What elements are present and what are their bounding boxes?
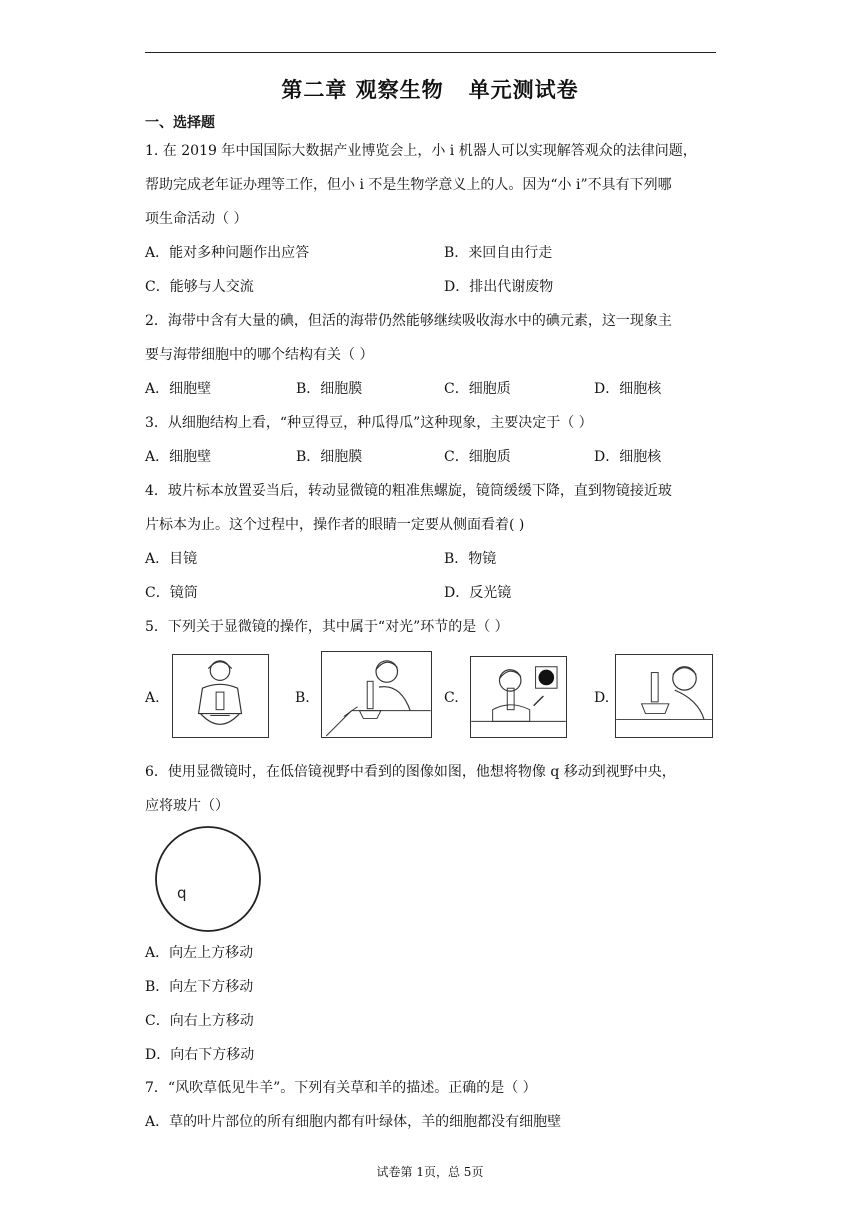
question-7-line-1: 7．“风吹草低见牛羊”。下列有关草和羊的描述。正确的是（ ）	[145, 1080, 537, 1096]
question-1-line-1: 1. 在 2019 年中国国际大数据产业博览会上，小 i 机器人可以实现解答观众的法律问题，	[145, 143, 697, 159]
question-3-option-a: A．细胞壁	[145, 449, 212, 465]
question-6-option-b: B．向左下方移动	[145, 979, 254, 995]
question-4-option-c: C．镜筒	[145, 585, 198, 601]
question-5-option-b-label: B.	[295, 690, 310, 706]
microscope-field-of-view	[153, 826, 265, 932]
question-5-option-a-label: A.	[145, 690, 160, 706]
question-3-line-1: 3．从细胞结构上看，“种豆得豆，种瓜得瓜”这种现象，主要决定于（ ）	[145, 415, 593, 431]
girl-microscope-illustration	[173, 655, 268, 737]
question-6-line-1: 6．使用显微镜时，在低倍镜视野中看到的图像如图，他想将物像 q 移动到视野中央，	[145, 764, 676, 780]
question-5-option-d-label: D.	[594, 690, 610, 706]
question-2-line-1: 2．海带中含有大量的碘，但活的海带仍然能够继续吸收海水中的碘元素，这一现象主	[145, 313, 672, 329]
question-4-option-d: D．反光镜	[444, 585, 512, 601]
header-rule	[145, 52, 716, 53]
question-4-line-1: 4．玻片标本放置妥当后，转动显微镜的粗准焦螺旋，镜筒缓缓下降，直到物镜接近玻	[145, 483, 672, 499]
question-5-image-b	[321, 651, 432, 738]
question-6-option-d: D．向右下方移动	[145, 1047, 255, 1063]
question-4-option-b: B．物镜	[444, 551, 497, 567]
question-2-option-b: B．细胞膜	[296, 381, 363, 397]
question-5-image-c	[470, 656, 567, 738]
question-3-option-c: C．细胞质	[444, 449, 511, 465]
question-4-line-2: 片标本为止。这个过程中，操作者的眼睛一定要从侧面看着( )	[145, 517, 525, 533]
question-5-image-a	[172, 654, 269, 738]
question-5-line-1: 5．下列关于显微镜的操作，其中属于“对光”环节的是（ ）	[145, 619, 509, 635]
question-7-option-a: A．草的叶片部位的所有细胞内都有叶绿体，羊的细胞都没有细胞壁	[145, 1114, 562, 1130]
child-side-view-illustration	[616, 655, 712, 737]
question-1-option-d: D．排出代谢废物	[444, 279, 554, 295]
page-title: 第二章 观察生物 单元测试卷	[281, 78, 579, 102]
question-3-option-b: B．细胞膜	[296, 449, 363, 465]
question-5-option-c-label: C.	[444, 690, 459, 706]
question-2-option-d: D．细胞核	[594, 381, 662, 397]
question-1-option-b: B．来回自由行走	[444, 245, 553, 261]
question-2-option-a: A．细胞壁	[145, 381, 212, 397]
page-footer: 试卷第 1页，总 5页	[376, 1165, 484, 1179]
boy-microscope-illustration	[322, 652, 431, 737]
section-heading: 一、选择题	[145, 115, 215, 131]
question-5-image-d	[615, 654, 713, 738]
question-6-line-2: 应将玻片（）	[145, 798, 229, 814]
question-6-option-c: C．向右上方移动	[145, 1013, 254, 1029]
question-6-option-a: A．向左上方移动	[145, 945, 254, 961]
question-1-line-3: 项生命活动（ ）	[145, 211, 248, 227]
question-2-option-c: C．细胞质	[444, 381, 511, 397]
question-4-option-a: A．目镜	[145, 551, 198, 567]
question-1-option-c: C．能够与人交流	[145, 279, 254, 295]
question-1-line-2: 帮助完成老年证办理等工作，但小 i 不是生物学意义上的人。因为“小 i”不具有下列哪	[145, 177, 672, 193]
question-2-line-2: 要与海带细胞中的哪个结构有关（ ）	[145, 347, 374, 363]
field-letter-q: q	[177, 884, 187, 902]
child-eyepiece-illustration	[471, 657, 566, 737]
question-1-option-a: A．能对多种问题作出应答	[145, 245, 310, 261]
question-3-option-d: D．细胞核	[594, 449, 662, 465]
